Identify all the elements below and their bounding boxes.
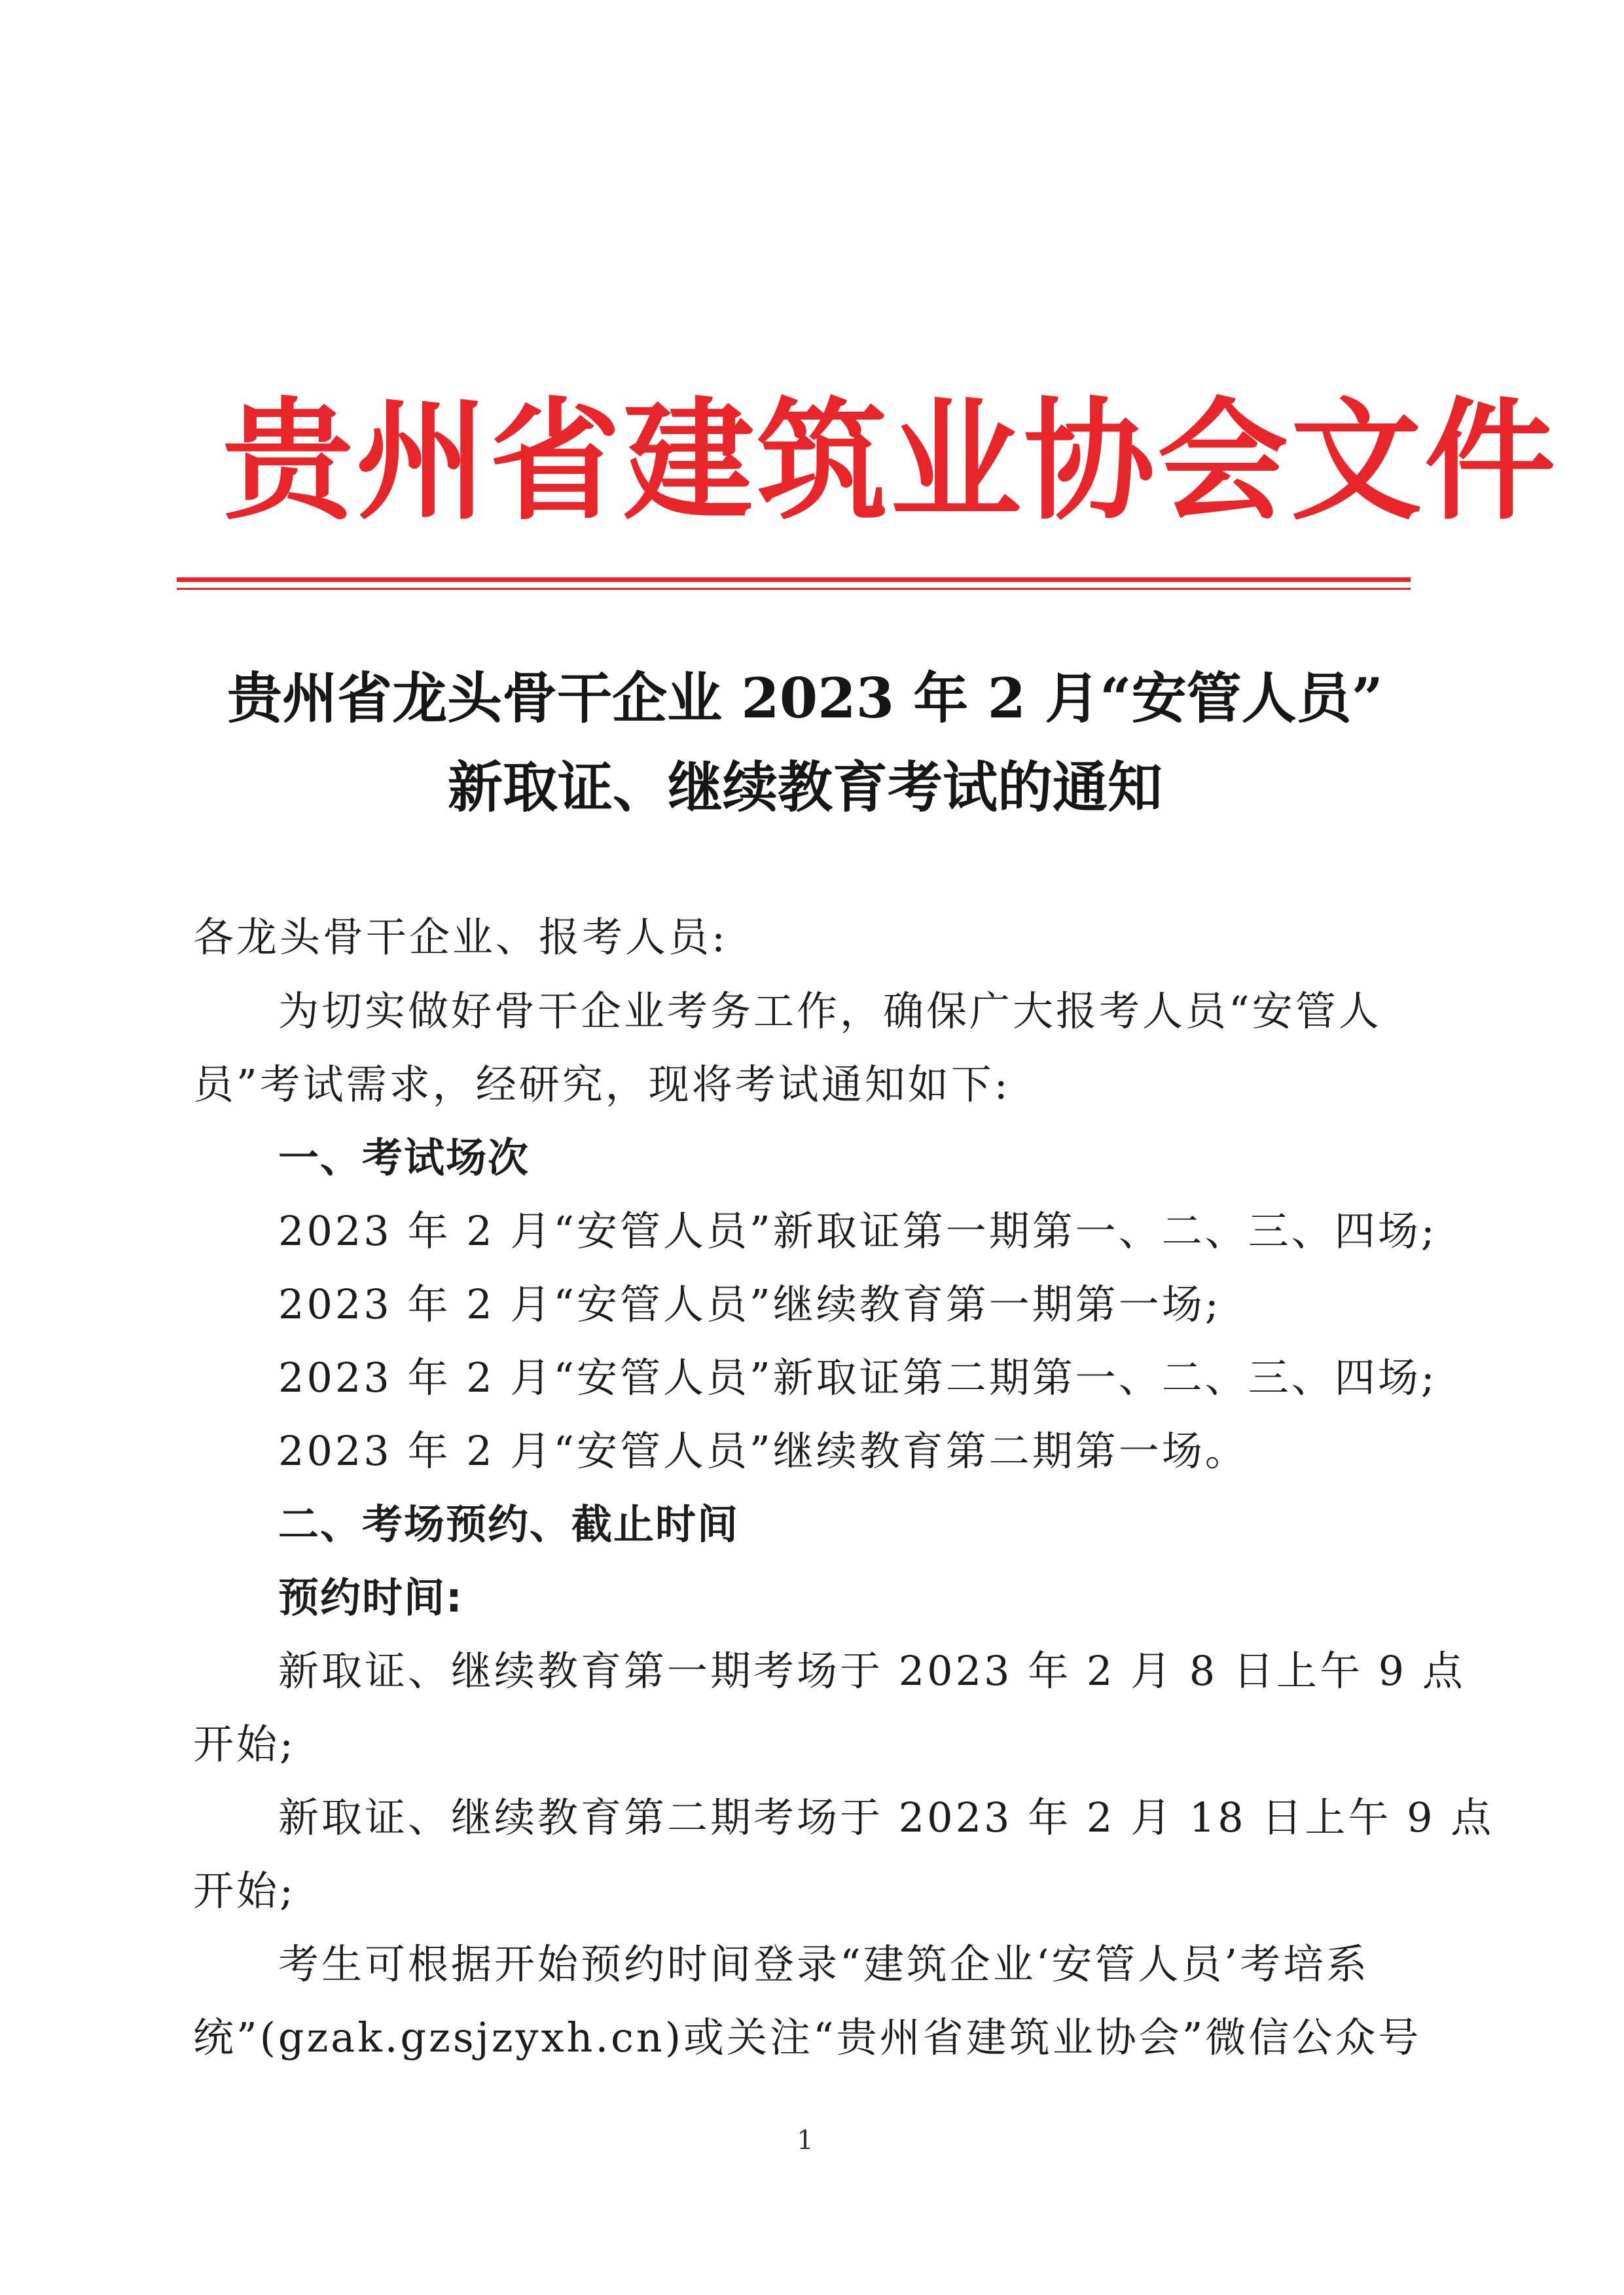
intro-paragraph-line-2: 员”考试需求，经研究，现将考试通知如下: (193, 1060, 1011, 1108)
notice-title-line-1: 贵州省龙头骨干企业 2023 年 2 月“安管人员” (227, 666, 1383, 731)
session-item: 2023 年 2 月“安管人员”新取证第二期第一、二、三、四场; (278, 1354, 1437, 1401)
session-item: 2023 年 2 月“安管人员”继续教育第二期第一场。 (278, 1427, 1248, 1475)
booking-period-2-line-2: 开始; (193, 1867, 296, 1915)
session-item: 2023 年 2 月“安管人员”继续教育第一期第一场; (278, 1280, 1221, 1328)
booking-period-2-line-1: 新取证、继续教育第二期考场于 2023 年 2 月 18 日上午 9 点 (278, 1794, 1494, 1841)
login-instructions-line-2: 统”(gzak.gzsjzyxh.cn)或关注“贵州省建筑业协会”微信公众号 (193, 2014, 1422, 2061)
section-heading-booking-deadline: 二、考场预约、截止时间 (278, 1500, 740, 1548)
intro-paragraph-line-1: 为切实做好骨干企业考务工作，确保广大报考人员“安管人 (278, 987, 1382, 1035)
session-item: 2023 年 2 月“安管人员”新取证第一期第一、二、三、四场; (278, 1207, 1437, 1255)
booking-time-heading: 预约时间: (278, 1574, 463, 1621)
section-heading-exam-sessions: 一、考试场次 (278, 1134, 530, 1182)
login-instructions-line-1: 考生可根据开始预约时间登录“建筑企业‘安管人员’考培系 (278, 1940, 1370, 1988)
booking-period-1-line-1: 新取证、继续教育第一期考场于 2023 年 2 月 8 日上午 9 点 (278, 1647, 1466, 1695)
letterhead-rule-thick (177, 577, 1411, 582)
letterhead-title: 贵州省建筑业协会文件 (223, 384, 1559, 538)
notice-title-line-2: 新取证、继续教育考试的通知 (447, 755, 1163, 820)
letterhead-rule-thin (177, 588, 1411, 590)
booking-period-1-line-2: 开始; (193, 1720, 296, 1768)
page-number: 1 (797, 2125, 814, 2156)
salutation: 各龙头骨干企业、报考人员: (193, 913, 728, 961)
